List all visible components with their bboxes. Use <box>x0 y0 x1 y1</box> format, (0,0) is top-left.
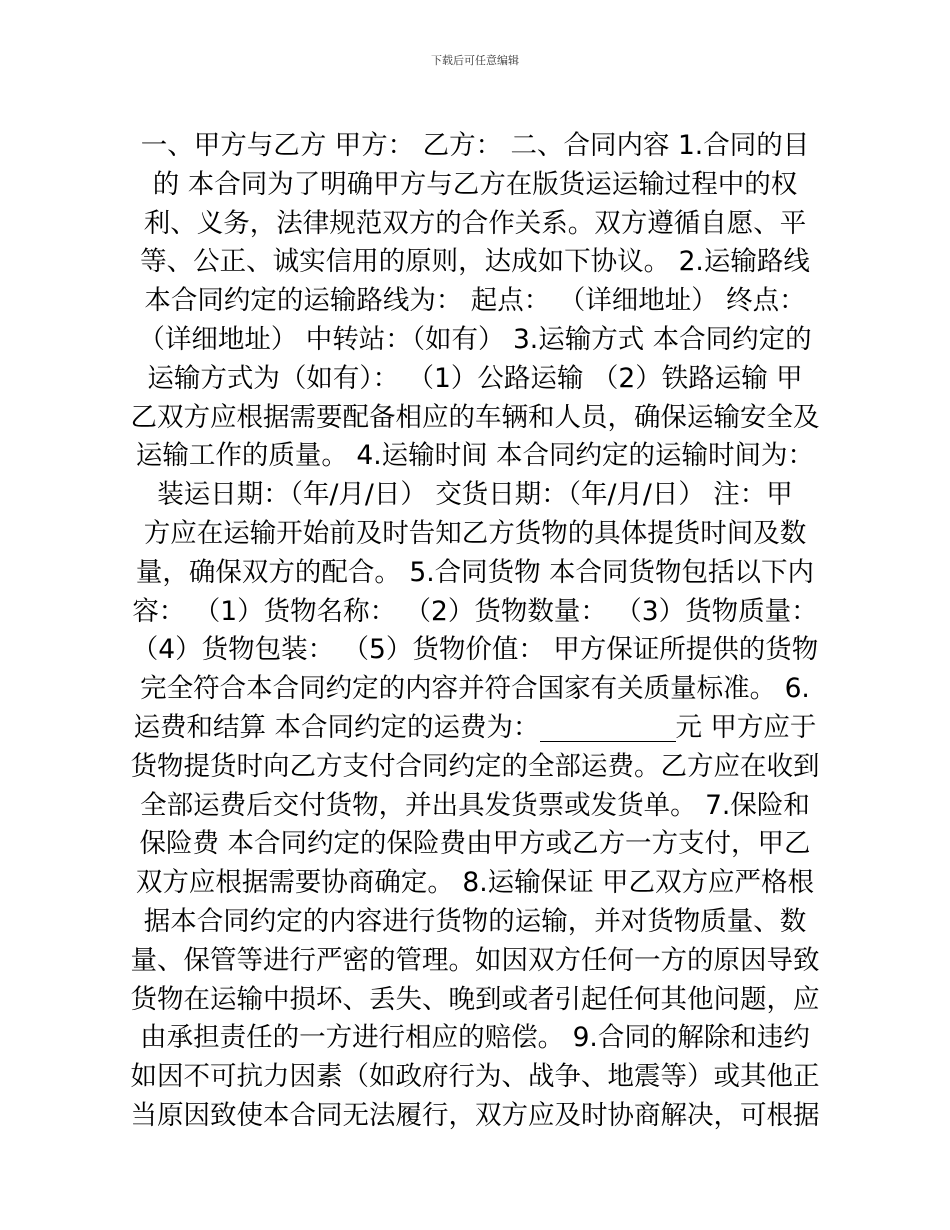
text-line: 由承担责任的一方进行相应的赔偿。 9.合同的解除和违约 <box>140 1022 810 1054</box>
text-line: 利、义务，法律规范双方的合作关系。双方遵循自愿、平 <box>143 207 807 239</box>
freight-fee-label: 运费和结算 本合同约定的运费为： <box>133 711 540 743</box>
text-line: 如因不可抗力因素（如政府行为、战争、地震等）或其他正 <box>130 1061 820 1093</box>
freight-fee-blank <box>540 716 676 742</box>
text-line: 完全符合本合同约定的内容并符合国家有关质量标准。 6. <box>140 673 810 705</box>
text-line: 量、保管等进行严密的管理。如因双方任何一方的原因导致 <box>130 944 820 976</box>
text-line: 本合同约定的运输路线为： 起点： （详细地址） 终点： <box>144 285 806 317</box>
text-line: 货物在运输中损坏、丢失、晚到或者引起任何其他问题，应 <box>130 983 820 1015</box>
text-line-with-blank <box>105 709 845 748</box>
text-line: 方应在运输开始前及时告知乙方货物的具体提货时间及数 <box>143 517 807 549</box>
page-header-note: 下载后可任意编辑 <box>431 54 519 67</box>
text-line: 等、公正、诚实信用的原则，达成如下协议。 2.运输路线 <box>140 246 810 278</box>
text-line: 乙双方应根据需要配备相应的车辆和人员，确保运输安全及 <box>130 401 820 433</box>
text-line: 货物提货时向乙方支付合同约定的全部运费。乙方应在收到 <box>130 750 820 782</box>
text-line: 全部运费后交付货物，并出具发货票或发货单。 7.保险和 <box>140 789 810 821</box>
text-line: 保险费 本合同约定的保险费由甲方或乙方一方支付，甲乙 <box>139 828 811 860</box>
text-line: 量，确保双方的配合。 5.合同货物 本合同货物包括以下内 <box>135 556 815 588</box>
text-line: （详细地址） 中转站：（如有） 3.运输方式 本合同约定的 <box>138 323 812 355</box>
contract-body <box>105 127 845 1136</box>
text-line: 据本合同约定的内容进行货物的运输，并对货物质量、数 <box>143 905 807 937</box>
text-line: （4）货物包装： （5）货物价值： 甲方保证所提供的货物 <box>131 634 819 666</box>
text-line: 一、甲方与乙方 甲方： 乙方： 二、合同内容 1.合同的目 <box>140 130 810 161</box>
text-line: 运输工作的质量。 4.运输时间 本合同约定的运输时间为： <box>135 440 815 472</box>
freight-fee-suffix: 元 甲方应于 <box>675 711 817 743</box>
text-line: 运输方式为（如有）： （1）公路运输 （2）铁路运输 甲 <box>147 362 803 394</box>
text-line: 容： （1）货物名称： （2）货物数量： （3）货物质量： <box>132 595 818 627</box>
text-line: 当原因致使本合同无法履行，双方应及时协商解决，可根据 <box>130 1099 820 1131</box>
text-line: 的 本合同为了明确甲方与乙方在版货运运输过程中的权 <box>152 168 798 200</box>
text-line: 装运日期：（年/月/日） 交货日期：（年/月/日） 注：甲 <box>157 479 793 511</box>
text-line: 双方应根据需要协商确定。 8.运输保证 甲乙双方应严格根 <box>135 867 815 899</box>
